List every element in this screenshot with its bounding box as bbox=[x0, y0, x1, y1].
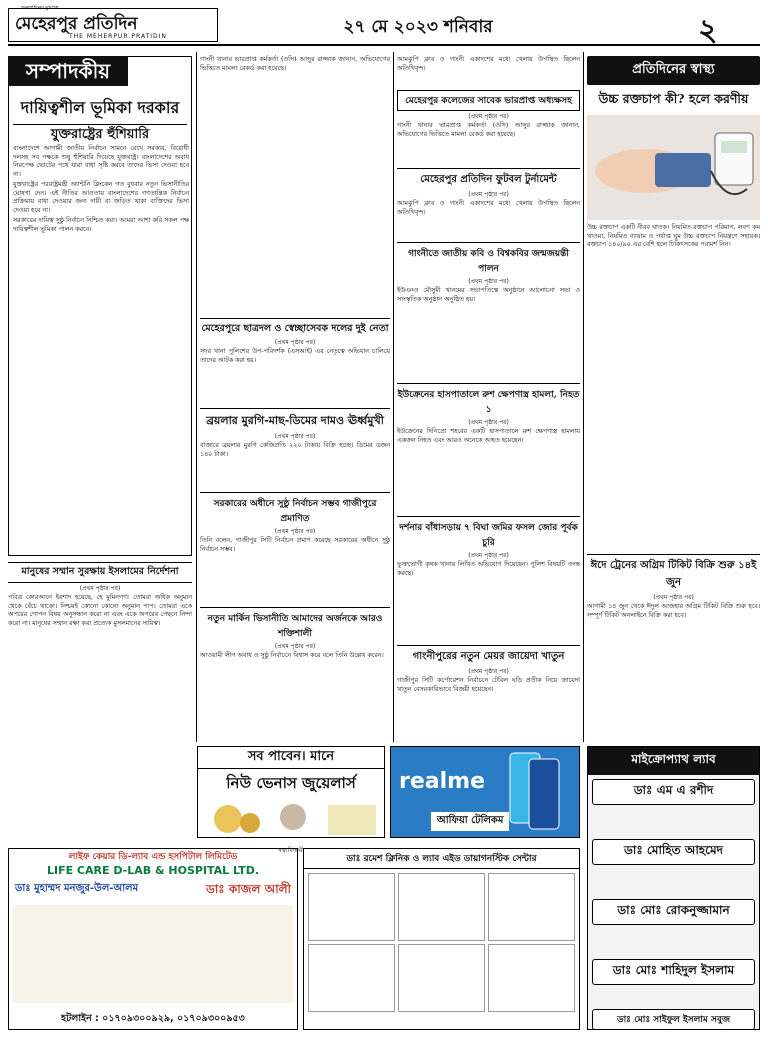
leftmid-byline: (প্রথম পৃষ্ঠার পর) bbox=[274, 339, 316, 346]
jewellers-top: সব পাবেন। মানে bbox=[198, 747, 384, 769]
editorial-headline: দায়িত্বশীল ভূমিকা দরকার bbox=[13, 95, 187, 125]
column-divider bbox=[583, 52, 584, 742]
continued-text: আমঝুপি ক্লাব ও গাংনী একাদশের মধ্যে খেলায় উপস্থিত ছিলেন অতিথিবৃন্দ। bbox=[397, 56, 580, 72]
realme-shop: আফিয়া টেলিকম bbox=[431, 812, 509, 831]
logo-tagline: অনলাইনের মুখপত্র bbox=[21, 5, 59, 11]
editorial-label: সম্পাদকীয় bbox=[8, 56, 128, 86]
middle-byline: (প্রথম পৃষ্ঠার পর) bbox=[468, 278, 509, 285]
editorial-box bbox=[8, 56, 192, 556]
page-number: ২ bbox=[698, 13, 718, 48]
ramesh-clinic-ad[interactable] bbox=[303, 848, 580, 1030]
middle-body: ভুক্তভোগী কৃষক থানায় লিখিত অভিযোগ দিয়েছেন। পুলিশ বিষয়টি তদন্ত করছে। bbox=[397, 561, 580, 577]
leftmid-headline: নতুন মার্কিন ভিসানীতি আমাদের অর্জনকে আরও শক্তিশালী bbox=[200, 607, 390, 641]
micropath-doctor-details bbox=[592, 925, 755, 959]
ramesh-doctor-grid bbox=[304, 869, 579, 1016]
newspaper-logo bbox=[8, 5, 218, 42]
middle-headline: ইউক্রেনের হাসপাতালে রুশ ক্ষেপণাস্ত্র হামলা, নিহত ১ bbox=[397, 383, 580, 417]
micropath-doctor-details bbox=[592, 985, 755, 1009]
middle-body: গাজীপুর সিটি কর্পোরেশন নির্বাচনে টেবিল ঘড়ি প্রতীক নিয়ে জায়েদা খাতুন বেসরকারিভাবে বিজয়ী হয়েছেন। bbox=[397, 677, 580, 693]
micropath-doctor: ডাঃ এম এ রশীদ bbox=[592, 779, 755, 805]
blood-pressure-image bbox=[587, 115, 760, 220]
jewellers-ad[interactable] bbox=[197, 746, 385, 854]
editorial-body bbox=[13, 145, 189, 551]
middle-byline: (প্রথম পৃষ্ঠার পর) bbox=[468, 668, 509, 675]
doctor-card bbox=[398, 873, 485, 941]
leftmid-body: আওয়ামী লীগ অবাধ ও সুষ্ঠু নির্বাচনে বিশ্বাস করে বলে তিনি উল্লেখ করেন। bbox=[200, 652, 384, 659]
middle-headline: দর্শনার বাঁধাসড়ায় ৭ বিঘা জমির ফসল জোর পূর্বক চুরি bbox=[397, 516, 580, 550]
column-divider bbox=[393, 52, 394, 742]
jewellery-image bbox=[198, 797, 384, 841]
micropath-doctor: ডাঃ মোঃ সাইফুল ইসলাম সবুজ bbox=[592, 1009, 755, 1030]
column-3 bbox=[397, 56, 580, 737]
lifecare-doctor-1: ডাঃ মুহাম্মদ মনজুর-উল-আলম bbox=[15, 883, 139, 894]
middle-byline: (প্রথম পৃষ্ঠার পর) bbox=[468, 191, 509, 198]
leftmid-headline: সরকারের অধীনে সুষ্ঠু নির্বাচন সম্ভব গাজীপুরে প্রমাণিত bbox=[200, 492, 390, 526]
continued-text: গাংনী থানার ভারপ্রাপ্ত কর্মকর্তা (ওসি) আব্দুর রাজ্জাক জানান, অভিযোগের ভিত্তিতে মামলা রেকর্ড করা হয়েছে। bbox=[200, 56, 390, 72]
middle-body: গাংনী থানার ভারপ্রাপ্ত কর্মকর্তা (ওসি) আব্দুর রাজ্জাক জানান, অভিযোগের ভিত্তিতে মামলা রেকর্ড করা হয়েছে। bbox=[397, 122, 580, 138]
realme-ad[interactable] bbox=[390, 746, 580, 838]
middle-headline: গাংনীপুরের নতুন মেয়র জায়েদা খাতুন bbox=[397, 645, 580, 666]
leftmid-byline: (প্রথম পৃষ্ঠার পর) bbox=[274, 433, 316, 440]
islam-body: পবিত্র কোরআনে ইরশাদ হয়েছে, হে মুমিনগণ! তোমরা অধিক অনুমান থেকে বেঁচে থাকো। নিশ্চয়ই কোনো কোনো অনুমান পাপ। তোমরা একে অপরের গোপন বিষয় অনুসন্ধান করো না এবং একে অপরের পেছনে নিন্দা করো না। মানুষের সম্মান রক্ষা করা প্রত্যেক মুসলমানের দায়িত্ব। bbox=[8, 594, 192, 627]
micropath-doctor: ডাঃ মোহিত আহমেদ bbox=[592, 839, 755, 865]
micropath-doctor: ডাঃ মোঃ শাহিদুল ইসলাম bbox=[592, 959, 755, 985]
leftmid-byline: (প্রথম পৃষ্ঠার পর) bbox=[274, 528, 316, 535]
leftmid-body: বাজারে ব্রয়লার মুরগি কেজিপ্রতি ২২০ টাকায় বিক্রি হচ্ছে। ডিমের ডজন ১৪০ টাকা। bbox=[200, 442, 390, 458]
column-2 bbox=[200, 56, 390, 722]
right-body: আগামী ১৪ জুন থেকে ঈদুল আজহার অগ্রিম টিকিট বিক্রি শুরু হবে। সম্পূর্ণ টিকিট অনলাইনে বিক্রি করা হবে। bbox=[587, 603, 760, 619]
right-byline: (প্রথম পৃষ্ঠার পর) bbox=[653, 594, 694, 601]
column-4 bbox=[587, 56, 760, 753]
phone-image bbox=[505, 753, 565, 833]
realme-brand: realme bbox=[399, 769, 486, 794]
micropath-title: মাইক্রোপ্যাথ ল্যাব bbox=[588, 747, 759, 775]
health-body: উচ্চ রক্তচাপ একটি নীরব ঘাতক। নিয়মিত রক্তচাপ পরিমাপ, লবণ কম খাওয়া, নিয়মিত ব্যায়াম ও পর্যাপ্ত ঘুম উচ্চ রক্তচাপ নিয়ন্ত্রণে সহায়ক। রক্তচাপ ১৪০/৯০ এর বেশি হলে চিকিৎসকের পরামর্শ নিন। bbox=[587, 224, 760, 248]
lifecare-services bbox=[13, 905, 293, 1003]
editorial-paragraph: বাংলাদেশে আগামী জাতীয় নির্বাচন সামনে রেখে সরকার, বিরোধী দলসহ সব পক্ষকে শুধু হুঁশিয়ারি দিয়েছে যুক্তরাষ্ট্র। বাংলাদেশের অবাধ নিরপেক্ষ ভোটের পথে যারা বাধা সৃষ্টি করবে তাদের ভিসা দেওয়া হবে না। bbox=[13, 145, 189, 178]
doctor-card bbox=[488, 873, 575, 941]
editorial-subhead: যুক্তরাষ্ট্রের হুঁশিয়ারি bbox=[50, 127, 150, 142]
middle-body: আমঝুপি ক্লাব ও গাংনী একাদশের মধ্যে খেলায় উপস্থিত ছিলেন অতিথিবৃন্দ। bbox=[397, 200, 580, 216]
micropath-doctor-details bbox=[592, 805, 755, 839]
right-headline: ঈদে ট্রেনের অগ্রিম টিকিট বিক্রি শুরু ১৪ই জুন bbox=[587, 554, 760, 592]
micropath-doctor: ডাঃ মোঃ রোকনুজ্জামান bbox=[592, 899, 755, 925]
lifecare-doctor-2: ডাঃ কাজল আলী bbox=[206, 882, 291, 896]
middle-byline: (প্রথম পৃষ্ঠার পর) bbox=[468, 419, 509, 426]
lifecare-title: লাইফ কেয়ার ডি-ল্যাব এন্ড হসপিটাল লিমিটেড bbox=[68, 852, 238, 862]
leftmid-headline: মেহেরপুরে ছাত্রদল ও স্বেচ্ছাসেবক দলের দুই নেতা bbox=[200, 318, 390, 337]
middle-byline: (প্রথম পৃষ্ঠার পর) bbox=[468, 552, 509, 559]
leftmid-byline: (প্রথম পৃষ্ঠার পর) bbox=[274, 643, 316, 650]
micropath-doctor-details bbox=[592, 865, 755, 899]
issue-date: ২৭ মে ২০২৩ শনিবার bbox=[343, 17, 493, 37]
column-divider bbox=[196, 52, 197, 742]
ramesh-title: ডাঃ রমেশ ক্লিনিক ও ল্যাব এইড ডায়াগনস্টিক সেন্টার bbox=[304, 849, 579, 869]
editorial-paragraph: সরকারের দায়িত্ব সুষ্ঠু নির্বাচন নিশ্চিত করা। আমরা আশা করি সকল পক্ষ দায়িত্বশীল ভূমিকা পালন করবে। bbox=[13, 217, 189, 233]
middle-headline: মেহেরপুর কলেজের সাবেক ভারপ্রাপ্ত অধ্যক্ষসহ bbox=[397, 90, 580, 111]
lifecare-title-en: LIFE CARE D-LAB & HOSPITAL LTD. bbox=[46, 864, 260, 877]
leftmid-body: সদর থানা পুলিশের উপ-পরিদর্শক (এসআই) এর নেতৃত্বে অভিযান চালিয়ে তাদের আটক করা হয়। bbox=[200, 348, 390, 364]
masthead bbox=[8, 6, 760, 46]
editorial-paragraph: যুক্তরাষ্ট্রের পররাষ্ট্রমন্ত্রী অ্যান্টনি ব্লিংকেন গত বুধবার নতুন ভিসানীতির ঘোষণা দেন। এই নীতির আওতায় বাংলাদেশের গণতান্ত্রিক নির্বাচন প্রক্রিয়ায় বাধা দেওয়ার জন্য দায়ী বা জড়িত থাকা ব্যক্তিদের ভিসা দেওয়া হবে না। bbox=[13, 181, 189, 214]
middle-body: ইউক্রেনের দিনিপ্রো শহরের একটি হাসপাতালে রুশ ক্ষেপণাস্ত্র হামলায় একজন নিহত এবং আরও অনেকে আহত হয়েছেন। bbox=[397, 428, 580, 444]
leftmid-headline: ব্রয়লার মুরগি-মাছ-ডিমের দামও ঊর্ধ্বমুখী bbox=[200, 408, 390, 431]
doctor-card bbox=[308, 873, 395, 941]
micropath-ad[interactable] bbox=[587, 746, 760, 1030]
jewellers-name: নিউ ভেনাস জুয়েলার্স bbox=[226, 774, 356, 792]
islam-article bbox=[8, 562, 192, 759]
middle-body: ইউএনও মৌসুমী খানমের সভাপতিত্বে অনুষ্ঠানে আলোচনা সভা ও সাংস্কৃতিক অনুষ্ঠান অনুষ্ঠিত হয়। bbox=[397, 287, 580, 303]
doctor-card bbox=[398, 944, 485, 1012]
logo-subtitle: THE MEHERPUR PRATIDIN bbox=[69, 33, 167, 40]
islam-byline: (প্রথম পৃষ্ঠার পর) bbox=[79, 585, 121, 592]
health-label: প্রতিদিনের স্বাস্থ্য bbox=[587, 56, 760, 85]
logo-title: মেহেরপুর প্রতিদিন bbox=[15, 14, 138, 34]
lifecare-hotline: হটলাইন : ০১৭০৯৩০০৯২৯, ০১৭০৯৩০০৯৫৩ bbox=[61, 1013, 245, 1024]
lifecare-ad[interactable] bbox=[8, 848, 298, 1030]
jewellers-caption: স্বত্বাধিকারী bbox=[278, 847, 304, 854]
middle-headline: গাংনীতে জাতীয় কবি ও বিশ্বকবির জন্মজয়ন্তী পালন bbox=[397, 242, 580, 276]
islam-headline: মানুষের সম্মান সুরক্ষায় ইসলামের নির্দেশনা bbox=[8, 562, 192, 583]
middle-headline: মেহেরপুর প্রতিদিন ফুটবল টুর্নামেন্ট bbox=[397, 168, 580, 189]
health-headline: উচ্চ রক্তচাপ কী? হলে করণীয় bbox=[598, 91, 749, 106]
doctor-card bbox=[308, 944, 395, 1012]
leftmid-body: তিনি বলেন, গাজীপুর সিটি নির্বাচন প্রমাণ করেছে সরকারের অধীনে সুষ্ঠু নির্বাচন সম্ভব। bbox=[200, 537, 390, 553]
middle-byline: (প্রথম পৃষ্ঠার পর) bbox=[468, 113, 509, 120]
doctor-card bbox=[488, 944, 575, 1012]
